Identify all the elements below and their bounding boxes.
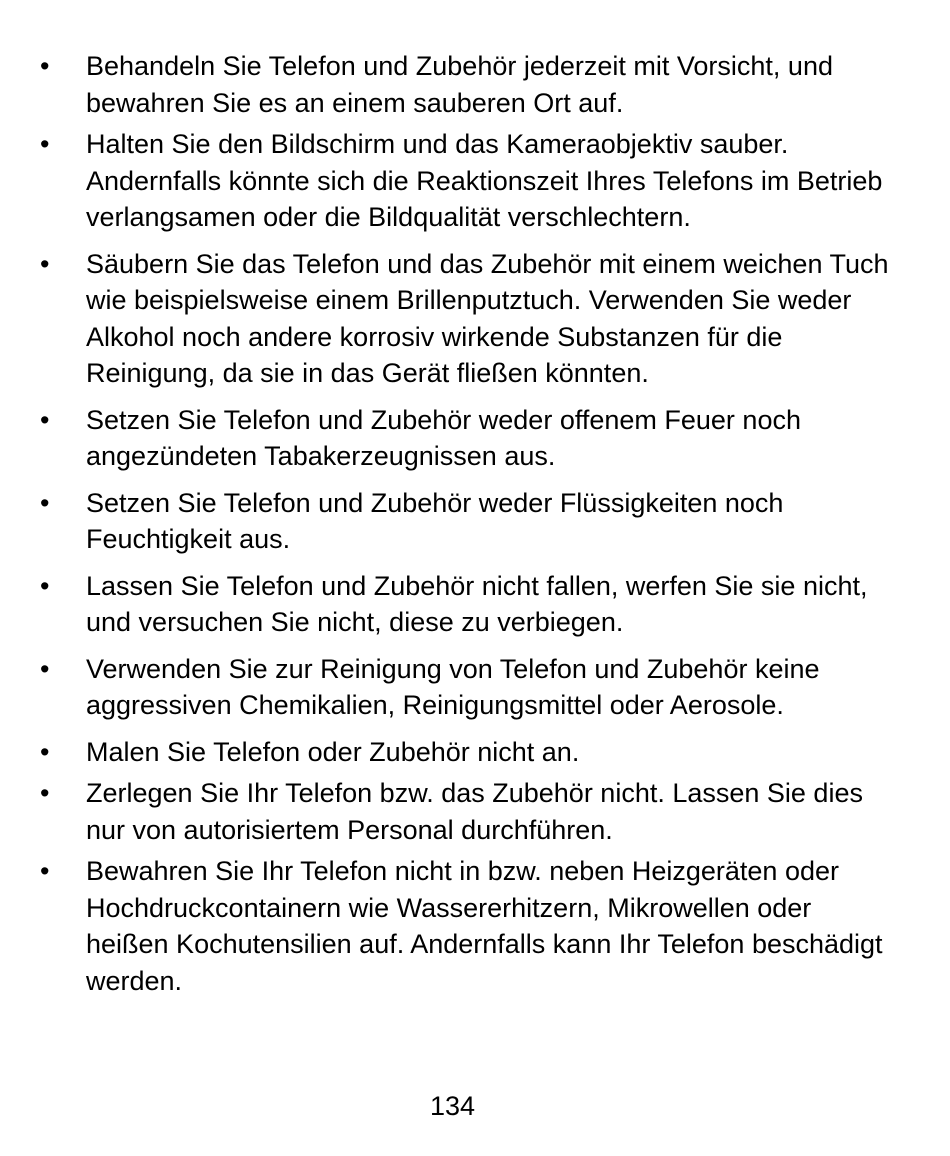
list-item-text: Setzen Sie Telefon und Zubehör weder Flüssigkeiten noch Feuchtigkeit aus.: [86, 487, 784, 554]
list-item: [38, 568, 898, 641]
bullet-icon: •: [40, 570, 50, 601]
list-item: [38, 246, 898, 392]
bullet-icon: •: [40, 248, 50, 279]
list-item-text: Behandeln Sie Telefon und Zubehör jederzeit mit Vorsicht, und bewahren Sie es an einem sauberen Ort auf.: [86, 51, 833, 118]
bullet-icon: •: [40, 736, 50, 767]
bullet-icon: •: [40, 51, 50, 81]
list-item-text: Verwenden Sie zur Reinigung von Telefon und Zubehör keine aggressiven Chemikalien, Reinigungsmittel oder Aerosole.: [86, 653, 820, 720]
list-item-text: Säubern Sie das Telefon und das Zubehör mit einem weichen Tuch wie beispielsweise einem Brillenputztuch. Verwenden Sie weder Alkohol noch andere korrosiv wirkende Substanzen für die Reinigung, da sie in das Gerät fließen könnten.: [86, 248, 889, 388]
list-item: [38, 651, 898, 724]
list-item: [38, 853, 898, 999]
list-item-text: Halten Sie den Bildschirm und das Kameraobjektiv sauber. Andernfalls könnte sich die Reaktionszeit Ihres Telefons im Betrieb verlangsamen oder die Bildqualität verschlechtern.: [86, 129, 883, 232]
list-item: [38, 48, 898, 121]
list-item: [38, 775, 898, 848]
list-item: [38, 402, 898, 475]
bullet-icon: •: [40, 487, 50, 518]
page-number: 134: [429, 1091, 476, 1121]
list-item-text: Lassen Sie Telefon und Zubehör nicht fallen, werfen Sie sie nicht, und versuchen Sie nicht, diese zu verbiegen.: [86, 570, 868, 637]
bullet-icon: •: [40, 404, 50, 435]
bullet-icon: •: [40, 856, 50, 886]
list-item: [38, 734, 898, 771]
list-item-text: Setzen Sie Telefon und Zubehör weder offenem Feuer noch angezündeten Tabakerzeugnissen aus.: [86, 404, 801, 471]
list-item: [38, 485, 898, 558]
bullet-icon: •: [40, 778, 50, 808]
care-instructions-list: [38, 48, 898, 1009]
bullet-icon: •: [40, 653, 50, 684]
list-item: [38, 126, 898, 236]
list-item-text: Bewahren Sie Ihr Telefon nicht in bzw. neben Heizgeräten oder Hochdruckcontainern wie Wassererhitzern, Mikrowellen oder heißen Kochutensilien auf. Andernfalls kann Ihr Telefon beschädigt werden.: [86, 856, 883, 996]
list-item-text: Zerlegen Sie Ihr Telefon bzw. das Zubehör nicht. Lassen Sie dies nur von autorisiertem Personal durchführen.: [86, 778, 863, 845]
bullet-icon: •: [40, 129, 50, 159]
list-item-text: Malen Sie Telefon oder Zubehör nicht an.: [86, 736, 580, 767]
